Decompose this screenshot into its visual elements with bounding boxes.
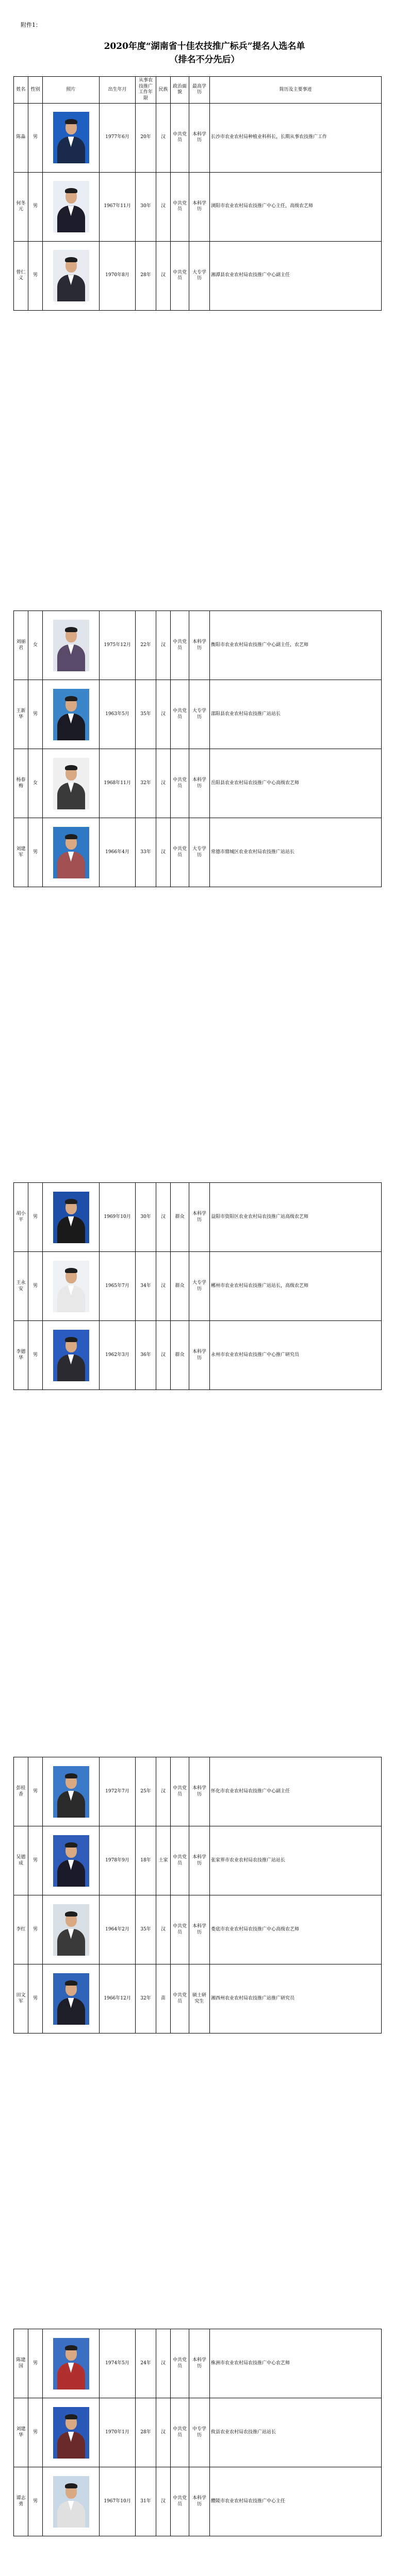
cell-name: 刘建华	[14, 2398, 28, 2467]
table-row	[14, 1757, 382, 1826]
cell-name: 谭志勇	[14, 2467, 28, 2536]
cell-nation: 汉	[156, 1895, 171, 1964]
cell-resume: 醴陵市农业农村局农技推广中心主任	[210, 2467, 382, 2536]
cell-resume: 怀化市农业农村局农技推广中心副主任	[210, 1757, 382, 1826]
cell-edu: 本科学历	[189, 1757, 210, 1826]
cell-politics: 中共党员	[171, 818, 189, 887]
nominee-photo-cell	[43, 2329, 100, 2398]
cell-years: 24年	[136, 2329, 156, 2398]
table-row	[14, 680, 382, 749]
cell-edu: 本科学历	[189, 2467, 210, 2536]
cell-nation: 汉	[156, 680, 171, 749]
cell-edu: 大专学历	[189, 241, 210, 310]
cell-years: 18年	[136, 1826, 156, 1895]
cell-edu: 大专学历	[189, 1252, 210, 1321]
cell-nation: 汉	[156, 172, 171, 241]
cell-birth: 1967年10月	[100, 2467, 136, 2536]
nominee-photo-cell	[43, 1964, 100, 2033]
table-row	[14, 1895, 382, 1964]
table-header-row	[14, 77, 382, 104]
cell-politics: 中共党员	[171, 241, 189, 310]
cell-name: 胡小平	[14, 1183, 28, 1252]
cell-resume: 邵阳县农业农村局农技推广站站长	[210, 680, 382, 749]
cell-years: 22年	[136, 611, 156, 680]
cell-gender: 男	[28, 818, 43, 887]
nominee-photo	[53, 112, 89, 163]
cell-years: 34年	[136, 1252, 156, 1321]
column-header: 最高学历	[189, 77, 210, 104]
cell-nation: 汉	[156, 1757, 171, 1826]
cell-years: 28年	[136, 241, 156, 310]
cell-edu: 本科学历	[189, 1321, 210, 1390]
cell-politics: 群众	[171, 1183, 189, 1252]
cell-politics: 中共党员	[171, 611, 189, 680]
nominee-photo-cell	[43, 818, 100, 887]
cell-nation: 汉	[156, 1183, 171, 1252]
table-row	[14, 1964, 382, 2033]
nominee-photo	[53, 689, 89, 740]
cell-name: 王永安	[14, 1252, 28, 1321]
cell-edu: 本科学历	[189, 103, 210, 172]
cell-birth: 1972年7月	[100, 1757, 136, 1826]
cell-gender: 男	[28, 2329, 43, 2398]
cell-gender: 男	[28, 1252, 43, 1321]
cell-resume: 湘潭县农业农村局农技推广中心副主任	[210, 241, 382, 310]
cell-resume: 浏阳市农业农村局农技推广中心主任，高级农艺师	[210, 172, 382, 241]
cell-politics: 中共党员	[171, 1964, 189, 2033]
cell-gender: 男	[28, 1183, 43, 1252]
cell-resume: 株洲市农业农村局农技推广中心农艺师	[210, 2329, 382, 2398]
nominee-photo	[53, 250, 89, 301]
nominee-photo-cell	[43, 2398, 100, 2467]
table-row	[14, 1321, 382, 1390]
cell-years: 20年	[136, 103, 156, 172]
cell-resume: 常德市鼎城区农业农村局农技推广站站长	[210, 818, 382, 887]
nominee-photo-cell	[43, 1826, 100, 1895]
cell-edu: 本科学历	[189, 1895, 210, 1964]
cell-name: 田文军	[14, 1964, 28, 2033]
cell-politics: 中共党员	[171, 749, 189, 818]
cell-nation: 苗	[156, 1964, 171, 2033]
nominee-photo-cell	[43, 103, 100, 172]
nominee-photo	[53, 1835, 89, 1887]
cell-years: 36年	[136, 1321, 156, 1390]
cell-politics: 群众	[171, 1321, 189, 1390]
nominee-photo-cell	[43, 1321, 100, 1390]
cell-birth: 1966年4月	[100, 818, 136, 887]
cell-years: 32年	[136, 749, 156, 818]
cell-years: 30年	[136, 1183, 156, 1252]
cell-birth: 1962年3月	[100, 1321, 136, 1390]
cell-gender: 男	[28, 680, 43, 749]
cell-birth: 1969年10月	[100, 1183, 136, 1252]
cell-name: 杨春梅	[14, 749, 28, 818]
cell-name: 李德华	[14, 1321, 28, 1390]
nominee-photo-cell	[43, 1757, 100, 1826]
cell-resume: 张家界市农业农村局农技推广站站长	[210, 1826, 382, 1895]
cell-birth: 1975年12月	[100, 611, 136, 680]
cell-resume: 永州市农业农村局农技推广中心推广研究员	[210, 1321, 382, 1390]
cell-birth: 1963年5月	[100, 680, 136, 749]
cell-years: 32年	[136, 1964, 156, 2033]
cell-gender: 男	[28, 103, 43, 172]
nominee-photo	[53, 1330, 89, 1381]
nominee-photo	[53, 1261, 89, 1312]
cell-gender: 男	[28, 1321, 43, 1390]
cell-edu: 本科学历	[189, 611, 210, 680]
cell-gender: 女	[28, 611, 43, 680]
attachment-label: 附件1：	[21, 22, 41, 28]
cell-resume: 攸县农业农村局农技推广站站长	[210, 2398, 382, 2467]
column-header: 出生年月	[100, 77, 136, 104]
cell-gender: 男	[28, 2467, 43, 2536]
nominee-photo	[53, 1904, 89, 1956]
cell-nation: 土家	[156, 1826, 171, 1895]
table-row	[14, 103, 382, 172]
cell-politics: 中共党员	[171, 172, 189, 241]
nominee-photo-cell	[43, 1895, 100, 1964]
cell-gender: 男	[28, 1826, 43, 1895]
nominee-photo	[53, 1973, 89, 2025]
column-header: 简历及主要事迹	[210, 77, 382, 104]
nominee-photo-cell	[43, 680, 100, 749]
cell-years: 35年	[136, 1895, 156, 1964]
cell-name: 王新华	[14, 680, 28, 749]
cell-edu: 大专学历	[189, 818, 210, 887]
cell-birth: 1977年6月	[100, 103, 136, 172]
cell-nation: 汉	[156, 1252, 171, 1321]
cell-edu: 本科学历	[189, 749, 210, 818]
table-row	[14, 611, 382, 680]
cell-politics: 中共党员	[171, 2467, 189, 2536]
cell-nation: 汉	[156, 1321, 171, 1390]
cell-politics: 中共党员	[171, 2329, 189, 2398]
cell-name: 陈建国	[14, 2329, 28, 2398]
column-header: 政治面貌	[171, 77, 189, 104]
cell-birth: 1964年2月	[100, 1895, 136, 1964]
cell-nation: 汉	[156, 749, 171, 818]
cell-gender: 女	[28, 749, 43, 818]
cell-birth: 1970年8月	[100, 241, 136, 310]
nominee-photo-cell	[43, 2467, 100, 2536]
nominee-photo	[53, 1766, 89, 1818]
cell-edu: 大专学历	[189, 680, 210, 749]
cell-name: 何冬元	[14, 172, 28, 241]
cell-edu: 硕士研究生	[189, 1964, 210, 2033]
cell-birth: 1966年12月	[100, 1964, 136, 2033]
cell-years: 33年	[136, 818, 156, 887]
page-title: 2020年度“湖南省十佳农技推广标兵”提名人选名单	[104, 41, 305, 52]
cell-resume: 衡阳市农业农村局农技推广中心副主任，农艺师	[210, 611, 382, 680]
cell-nation: 汉	[156, 103, 171, 172]
cell-resume: 长沙市农业农村局种植业科科长，长期从事农技推广工作	[210, 103, 382, 172]
cell-birth: 1965年7月	[100, 1252, 136, 1321]
cell-name: 曾仁义	[14, 241, 28, 310]
table-row	[14, 172, 382, 241]
cell-nation: 汉	[156, 241, 171, 310]
cell-politics: 中共党员	[171, 680, 189, 749]
cell-resume: 娄底市农业农村局农技推广中心高级农艺师	[210, 1895, 382, 1964]
cell-resume: 岳阳县农业农村局农技推广中心高级农艺师	[210, 749, 382, 818]
nominee-table	[13, 1182, 382, 1390]
cell-name: 刘建军	[14, 818, 28, 887]
nominee-photo	[53, 827, 89, 878]
cell-birth: 1968年11月	[100, 749, 136, 818]
table-row	[14, 1183, 382, 1252]
cell-edu: 本科学历	[189, 1183, 210, 1252]
table-row	[14, 241, 382, 310]
nominee-photo-cell	[43, 749, 100, 818]
cell-years: 35年	[136, 680, 156, 749]
cell-edu: 本科学历	[189, 172, 210, 241]
cell-politics: 中共党员	[171, 1757, 189, 1826]
cell-birth: 1970年1月	[100, 2398, 136, 2467]
cell-edu: 本科学历	[189, 2329, 210, 2398]
cell-politics: 中共党员	[171, 2398, 189, 2467]
cell-years: 30年	[136, 172, 156, 241]
cell-nation: 汉	[156, 2398, 171, 2467]
nominee-photo-cell	[43, 172, 100, 241]
nominee-photo-cell	[43, 611, 100, 680]
cell-edu: 中专学历	[189, 2398, 210, 2467]
cell-gender: 男	[28, 1964, 43, 2033]
cell-name: 彭桂香	[14, 1757, 28, 1826]
table-row	[14, 749, 382, 818]
cell-politics: 中共党员	[171, 1895, 189, 1964]
cell-years: 28年	[136, 2398, 156, 2467]
column-header: 从事农技推广工作年限	[136, 77, 156, 104]
cell-resume: 益阳市资阳区农业农村局农技推广站高级农艺师	[210, 1183, 382, 1252]
table-row	[14, 818, 382, 887]
table-row	[14, 2467, 382, 2536]
nominee-table	[13, 2329, 382, 2536]
cell-name: 陈淼	[14, 103, 28, 172]
cell-name: 李红	[14, 1895, 28, 1964]
cell-nation: 汉	[156, 818, 171, 887]
nominee-photo	[53, 2338, 89, 2389]
table-row	[14, 1826, 382, 1895]
nominee-photo	[53, 1192, 89, 1243]
table-row	[14, 1252, 382, 1321]
column-header: 民族	[156, 77, 171, 104]
table-row	[14, 2398, 382, 2467]
cell-gender: 男	[28, 172, 43, 241]
cell-gender: 男	[28, 241, 43, 310]
cell-politics: 群众	[171, 1252, 189, 1321]
cell-name: 刘丽君	[14, 611, 28, 680]
cell-gender: 男	[28, 2398, 43, 2467]
cell-resume: 湘西州农业农村局农技推广站推广研究员	[210, 1964, 382, 2033]
cell-birth: 1974年5月	[100, 2329, 136, 2398]
cell-gender: 男	[28, 1895, 43, 1964]
page-subtitle: （排名不分先后）	[169, 55, 240, 65]
nominee-photo-cell	[43, 241, 100, 310]
cell-edu: 本科学历	[189, 1826, 210, 1895]
nominee-table	[13, 76, 382, 311]
nominee-photo	[53, 620, 89, 671]
cell-birth: 1978年9月	[100, 1826, 136, 1895]
cell-nation: 汉	[156, 2467, 171, 2536]
nominee-photo-cell	[43, 1252, 100, 1321]
nominee-photo	[53, 2407, 89, 2459]
cell-nation: 汉	[156, 611, 171, 680]
cell-birth: 1967年11月	[100, 172, 136, 241]
nominee-table	[13, 611, 382, 887]
nominee-photo	[53, 758, 89, 809]
cell-years: 31年	[136, 2467, 156, 2536]
cell-years: 25年	[136, 1757, 156, 1826]
column-header: 姓名	[14, 77, 28, 104]
cell-politics: 中共党员	[171, 103, 189, 172]
cell-politics: 中共党员	[171, 1826, 189, 1895]
cell-resume: 郴州市农业农村局农技推广站站长，高级农艺师	[210, 1252, 382, 1321]
cell-nation: 汉	[156, 2329, 171, 2398]
cell-name: 吴德成	[14, 1826, 28, 1895]
column-header: 照片	[43, 77, 100, 104]
nominee-table	[13, 1757, 382, 2033]
nominee-photo	[53, 2476, 89, 2528]
nominee-photo-cell	[43, 1183, 100, 1252]
table-row	[14, 2329, 382, 2398]
column-header: 性别	[28, 77, 43, 104]
nominee-photo	[53, 181, 89, 232]
cell-gender: 男	[28, 1757, 43, 1826]
